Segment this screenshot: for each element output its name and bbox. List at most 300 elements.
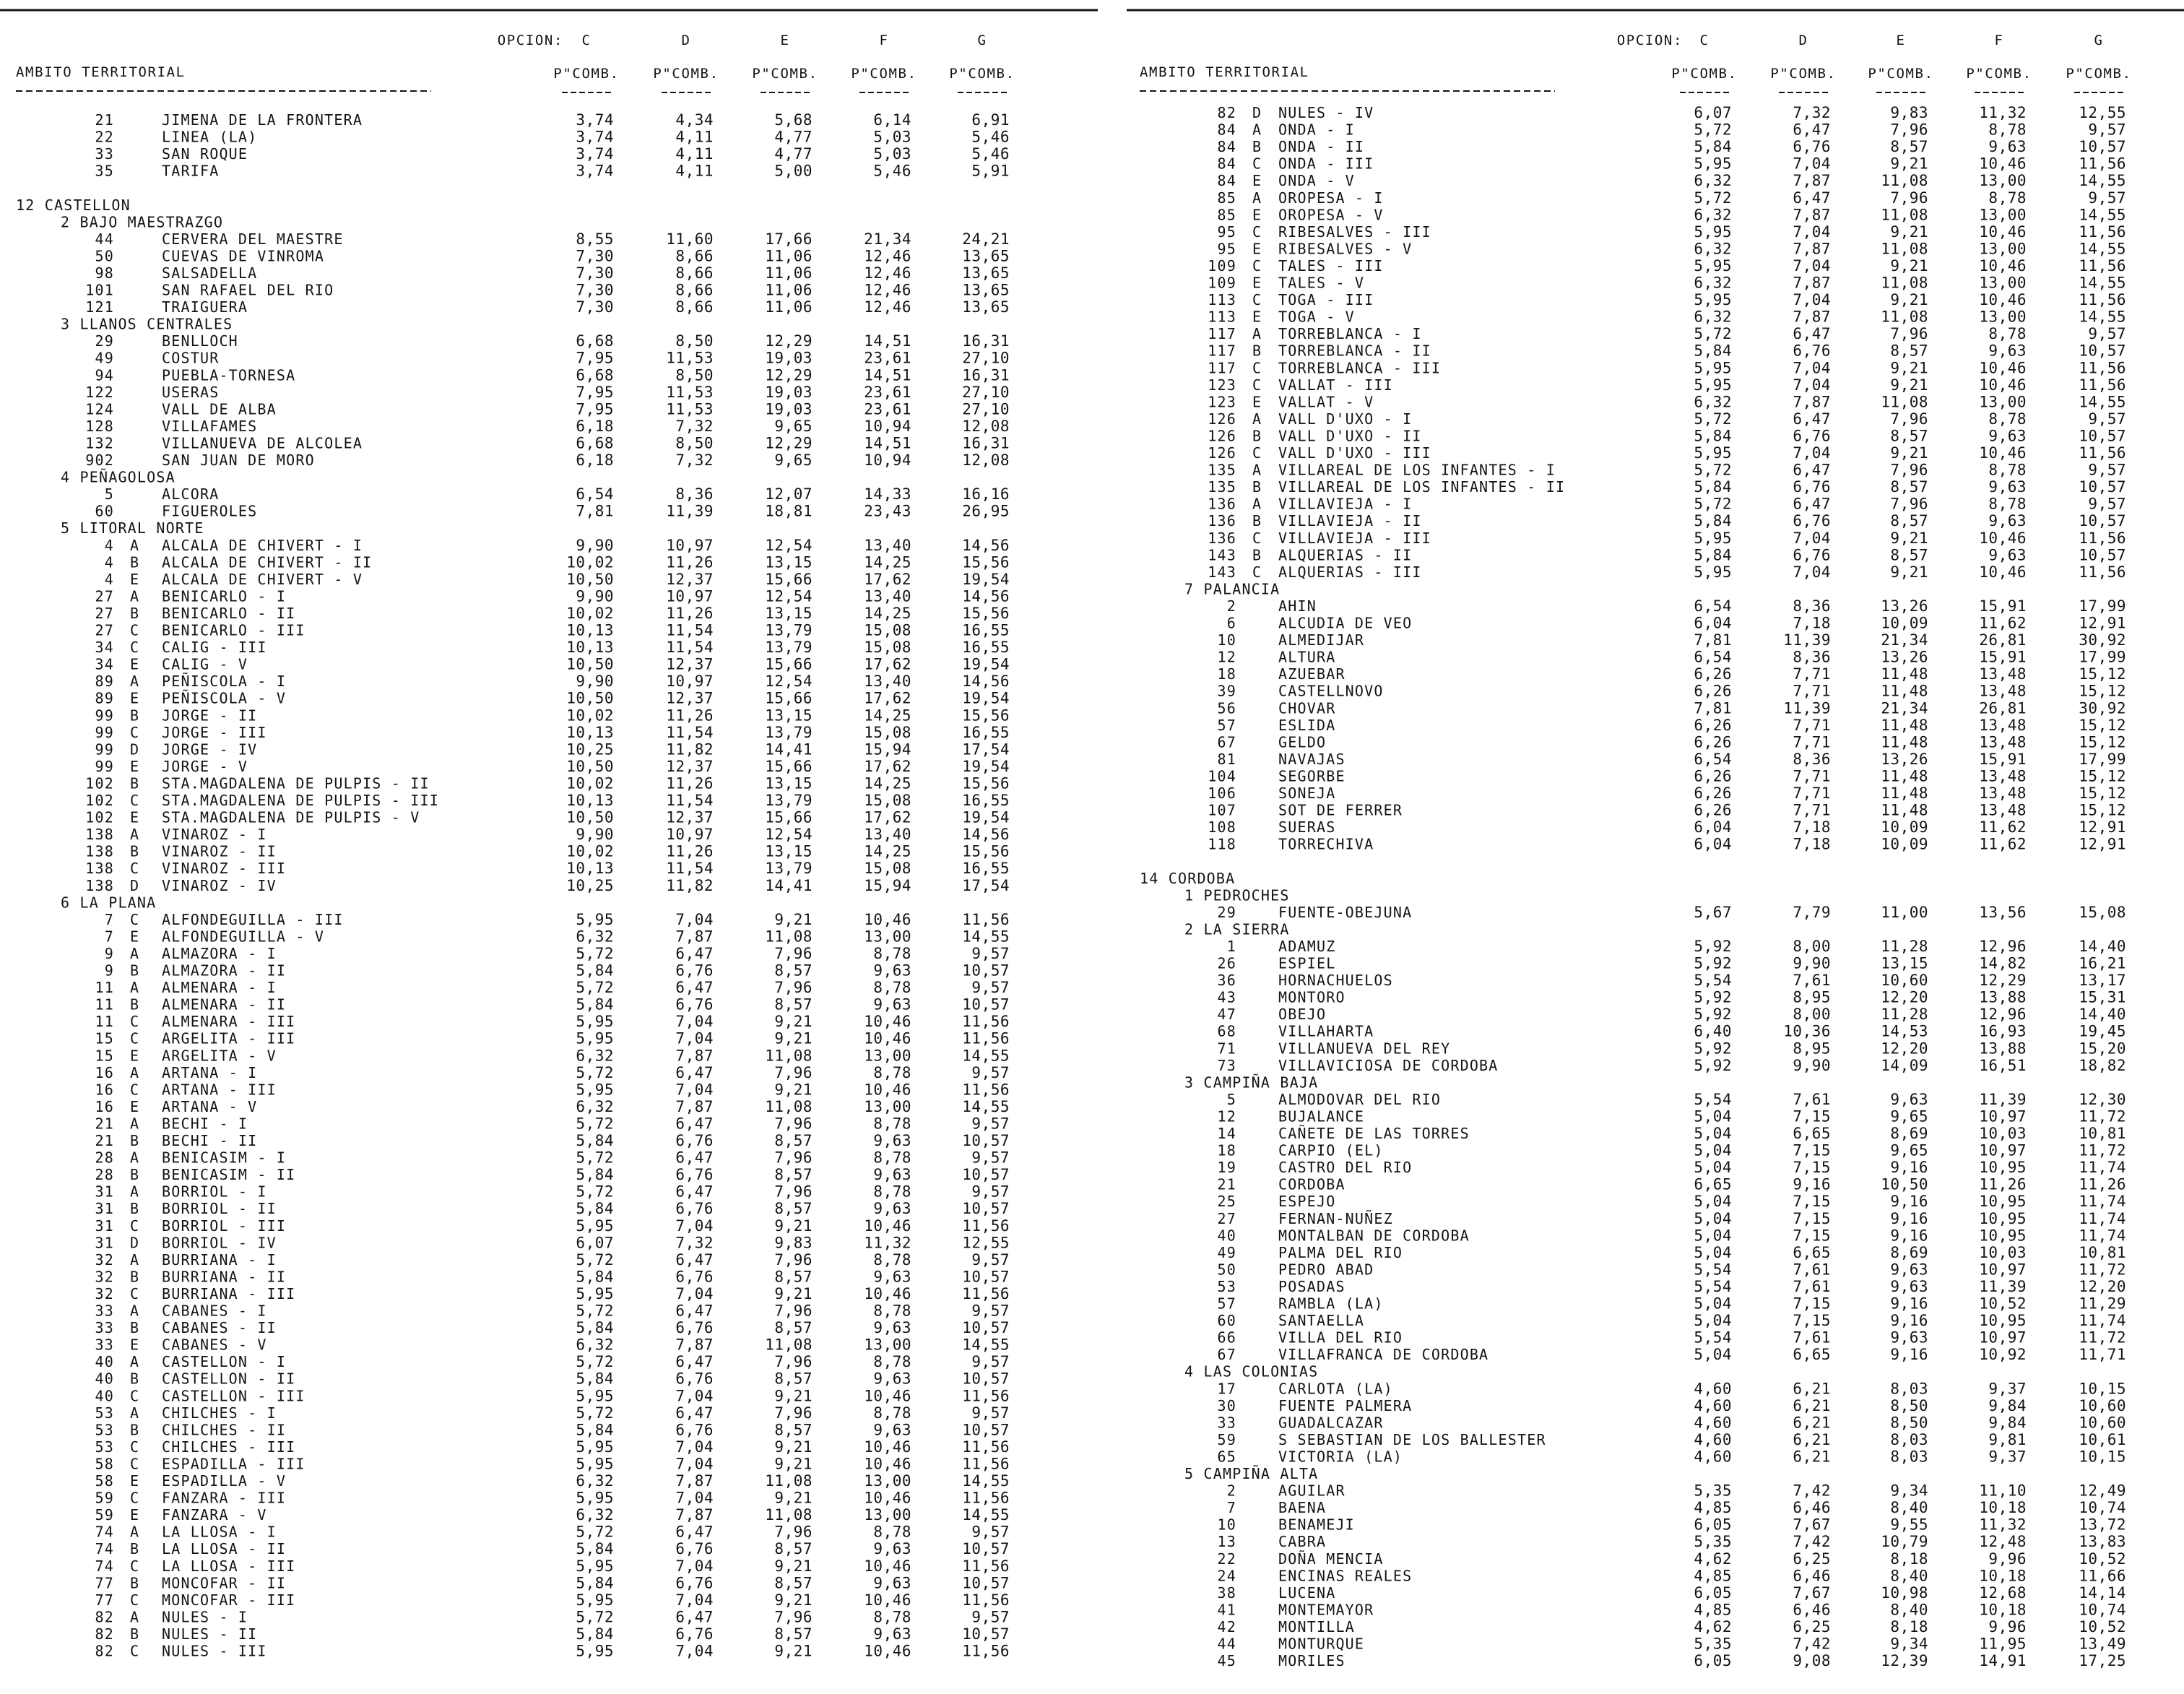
price-e: 9,34 bbox=[1890, 1635, 1928, 1653]
municipio-name: ALQUERIAS - III bbox=[1278, 563, 1422, 581]
zone-letter: C bbox=[130, 910, 140, 928]
column-letter-c: C bbox=[1699, 33, 1710, 48]
price-d: 6,21 bbox=[1793, 1414, 1831, 1432]
price-e: 12,29 bbox=[765, 366, 812, 384]
municipio-name: NULES - IV bbox=[1278, 104, 1374, 121]
price-c: 5,84 bbox=[1694, 342, 1732, 360]
price-d: 7,67 bbox=[1793, 1516, 1831, 1534]
municipio-code: 19 bbox=[1217, 1159, 1236, 1177]
price-g: 14,55 bbox=[2079, 393, 2126, 411]
municipio-name: BENICASIM - I bbox=[162, 1149, 287, 1167]
municipio-name: CHOVAR bbox=[1278, 699, 1336, 717]
price-f: 9,63 bbox=[1988, 512, 2027, 530]
price-c: 5,72 bbox=[1694, 495, 1732, 513]
price-g: 10,57 bbox=[2079, 546, 2126, 564]
zone-letter: A bbox=[1252, 189, 1262, 207]
price-c: 5,92 bbox=[1694, 988, 1732, 1006]
zone-letter: C bbox=[130, 1591, 140, 1609]
municipio-code: 42 bbox=[1217, 1617, 1236, 1635]
price-f: 21,34 bbox=[864, 230, 911, 248]
price-c: 7,95 bbox=[576, 400, 614, 418]
price-f: 8,78 bbox=[873, 979, 911, 997]
price-d: 11,53 bbox=[666, 349, 714, 367]
price-f: 13,40 bbox=[864, 536, 911, 554]
price-e: 8,57 bbox=[1890, 138, 1928, 156]
price-c: 5,84 bbox=[576, 995, 614, 1014]
price-d: 6,76 bbox=[675, 1200, 714, 1218]
price-c: 4,60 bbox=[1694, 1430, 1732, 1448]
price-f: 15,94 bbox=[864, 740, 911, 759]
price-c: 4,60 bbox=[1694, 1380, 1732, 1398]
municipio-name: NAVAJAS bbox=[1278, 750, 1346, 768]
price-g: 10,15 bbox=[2079, 1448, 2126, 1466]
price-g: 10,60 bbox=[2079, 1396, 2126, 1414]
price-e: 8,03 bbox=[1890, 1448, 1928, 1466]
price-g: 16,55 bbox=[962, 723, 1010, 741]
price-e: 9,21 bbox=[774, 1013, 812, 1031]
price-d: 6,76 bbox=[675, 961, 714, 980]
price-d: 11,26 bbox=[666, 604, 714, 622]
price-c: 6,26 bbox=[1694, 716, 1732, 734]
price-e: 11,48 bbox=[1881, 767, 1928, 785]
price-d: 8,00 bbox=[1793, 1006, 1831, 1024]
price-e: 9,21 bbox=[1890, 563, 1928, 581]
price-c: 5,95 bbox=[1694, 256, 1732, 275]
price-e: 13,79 bbox=[765, 639, 812, 657]
municipio-name: CHILCHES - II bbox=[162, 1421, 287, 1439]
price-f: 14,51 bbox=[864, 366, 911, 384]
price-f: 13,00 bbox=[1979, 393, 2027, 411]
price-g: 24,21 bbox=[962, 230, 1010, 248]
price-f: 11,39 bbox=[1979, 1090, 2027, 1108]
price-d: 7,04 bbox=[675, 1455, 714, 1473]
price-g: 12,20 bbox=[2079, 1277, 2126, 1295]
municipio-name: CALIG - V bbox=[162, 655, 248, 673]
price-e: 8,57 bbox=[774, 995, 812, 1014]
municipio-name: ALFONDEGUILLA - V bbox=[162, 928, 325, 946]
zone-letter: E bbox=[130, 655, 140, 673]
price-f: 9,84 bbox=[1988, 1414, 2027, 1432]
municipio-code: 44 bbox=[1217, 1635, 1236, 1653]
price-g: 13,65 bbox=[962, 281, 1010, 299]
municipio-code: 109 bbox=[1208, 274, 1236, 292]
price-c: 5,92 bbox=[1694, 1006, 1732, 1024]
municipio-code: 40 bbox=[95, 1387, 114, 1405]
municipio-code: 31 bbox=[95, 1200, 114, 1218]
price-g: 11,74 bbox=[2079, 1209, 2126, 1227]
comarca-heading: 7 PALANCIA bbox=[1184, 580, 1280, 598]
price-f: 10,46 bbox=[864, 1029, 911, 1047]
municipio-code: 35 bbox=[95, 162, 114, 180]
price-e: 9,16 bbox=[1890, 1312, 1928, 1330]
price-g: 17,99 bbox=[2079, 597, 2126, 615]
municipio-code: 57 bbox=[1217, 1295, 1236, 1313]
price-c: 5,95 bbox=[576, 1438, 614, 1456]
price-f: 16,93 bbox=[1979, 1022, 2027, 1040]
zone-letter: C bbox=[1252, 155, 1262, 173]
municipio-code: 68 bbox=[1217, 1022, 1236, 1040]
price-g: 11,56 bbox=[962, 1455, 1010, 1473]
price-f: 13,40 bbox=[864, 587, 911, 605]
column-header-f: P"COMB. bbox=[851, 66, 917, 82]
price-e: 11,28 bbox=[1881, 937, 1928, 955]
price-e: 9,16 bbox=[1890, 1193, 1928, 1211]
price-c: 5,95 bbox=[576, 1284, 614, 1302]
price-g: 10,57 bbox=[962, 1574, 1010, 1592]
municipio-name: PUEBLA-TORNESA bbox=[162, 366, 296, 384]
price-g: 15,56 bbox=[962, 706, 1010, 725]
column-letter-e: E bbox=[780, 33, 790, 48]
price-d: 8,00 bbox=[1793, 937, 1831, 955]
price-e: 9,21 bbox=[774, 1438, 812, 1456]
municipio-code: 9 bbox=[104, 944, 114, 962]
zone-letter: C bbox=[130, 723, 140, 741]
municipio-name: ALMEDIJAR bbox=[1278, 631, 1365, 649]
price-g: 17,25 bbox=[2079, 1652, 2126, 1670]
price-e: 8,57 bbox=[774, 1166, 812, 1184]
zone-letter: E bbox=[130, 570, 140, 588]
price-d: 7,87 bbox=[1793, 172, 1831, 190]
price-e: 9,65 bbox=[774, 417, 812, 435]
municipio-name: SOT DE FERRER bbox=[1278, 801, 1403, 819]
price-e: 8,57 bbox=[774, 1540, 812, 1558]
municipio-name: CAÑETE DE LAS TORRES bbox=[1278, 1125, 1470, 1142]
municipio-name: VILLA DEL RIO bbox=[1278, 1328, 1403, 1347]
municipio-code: 67 bbox=[1217, 1346, 1236, 1364]
municipio-name: SUERAS bbox=[1278, 818, 1336, 837]
price-g: 9,57 bbox=[971, 1404, 1010, 1422]
municipio-code: 2 bbox=[1226, 1482, 1236, 1500]
municipio-name: VILLANUEVA DEL REY bbox=[1278, 1040, 1451, 1058]
municipio-name: MONTILLA bbox=[1278, 1617, 1355, 1635]
price-e: 14,41 bbox=[765, 740, 812, 759]
municipio-name: BURRIANA - III bbox=[162, 1284, 296, 1302]
price-g: 9,57 bbox=[971, 1149, 1010, 1167]
price-c: 5,84 bbox=[576, 1540, 614, 1558]
municipio-code: 18 bbox=[1217, 665, 1236, 683]
price-f: 15,91 bbox=[1979, 750, 2027, 768]
zone-letter: A bbox=[1252, 461, 1262, 479]
municipio-name: PEÑISCOLA - I bbox=[162, 673, 287, 691]
price-g: 11,26 bbox=[2079, 1175, 2126, 1193]
municipio-name: BORRIOL - II bbox=[162, 1200, 277, 1218]
zone-letter: B bbox=[1252, 546, 1262, 564]
price-g: 10,57 bbox=[962, 1166, 1010, 1184]
price-e: 9,63 bbox=[1890, 1328, 1928, 1347]
municipio-code: 11 bbox=[95, 1013, 114, 1031]
price-d: 7,32 bbox=[1793, 104, 1831, 121]
price-d: 7,18 bbox=[1793, 835, 1831, 853]
price-g: 9,57 bbox=[971, 1063, 1010, 1081]
price-d: 7,42 bbox=[1793, 1482, 1831, 1500]
price-g: 16,55 bbox=[962, 621, 1010, 639]
price-f: 12,46 bbox=[864, 298, 911, 316]
municipio-name: CABANES - II bbox=[162, 1319, 277, 1337]
zone-letter: A bbox=[130, 1250, 140, 1269]
price-g: 10,60 bbox=[2079, 1414, 2126, 1432]
column-header-d: P"COMB. bbox=[1770, 66, 1837, 82]
price-e: 8,03 bbox=[1890, 1430, 1928, 1448]
price-d: 7,71 bbox=[1793, 767, 1831, 785]
price-c: 10,02 bbox=[566, 842, 614, 860]
zone-letter: B bbox=[130, 1132, 140, 1149]
price-g: 11,72 bbox=[2079, 1261, 2126, 1279]
price-c: 5,95 bbox=[1694, 376, 1732, 394]
price-c: 5,95 bbox=[576, 1029, 614, 1047]
price-e: 12,39 bbox=[1881, 1652, 1928, 1670]
price-f: 13,48 bbox=[1979, 682, 2027, 700]
municipio-code: 53 bbox=[95, 1421, 114, 1439]
price-g: 14,56 bbox=[962, 587, 1010, 605]
zone-letter: E bbox=[1252, 274, 1262, 292]
price-f: 13,40 bbox=[864, 673, 911, 691]
price-d: 7,42 bbox=[1793, 1635, 1831, 1653]
price-e: 11,48 bbox=[1881, 716, 1928, 734]
municipio-code: 13 bbox=[1217, 1533, 1236, 1551]
municipio-name: STA.MAGDALENA DE PULPIS - III bbox=[162, 792, 439, 809]
price-g: 10,81 bbox=[2079, 1243, 2126, 1261]
municipio-code: 65 bbox=[1217, 1448, 1236, 1466]
price-d: 11,60 bbox=[666, 230, 714, 248]
price-c: 5,72 bbox=[576, 1063, 614, 1081]
price-f: 9,63 bbox=[1988, 427, 2027, 445]
price-d: 6,76 bbox=[1793, 546, 1831, 564]
price-c: 10,02 bbox=[566, 604, 614, 622]
price-f: 15,91 bbox=[1979, 648, 2027, 666]
price-g: 11,56 bbox=[2079, 529, 2126, 547]
price-d: 6,76 bbox=[675, 1268, 714, 1286]
municipio-name: CABANES - I bbox=[162, 1302, 267, 1320]
municipio-name: GELDO bbox=[1278, 733, 1327, 751]
price-d: 10,97 bbox=[666, 673, 714, 691]
price-c: 6,68 bbox=[576, 366, 614, 384]
zone-letter: B bbox=[1252, 478, 1262, 496]
price-f: 12,96 bbox=[1979, 937, 2027, 955]
price-d: 6,76 bbox=[1793, 342, 1831, 360]
price-c: 5,95 bbox=[576, 1387, 614, 1405]
municipio-name: JORGE - II bbox=[162, 706, 258, 725]
price-c: 6,68 bbox=[576, 434, 614, 452]
municipio-code: 47 bbox=[1217, 1006, 1236, 1024]
price-g: 9,57 bbox=[971, 1115, 1010, 1133]
municipio-name: BENAMEJI bbox=[1278, 1516, 1355, 1534]
price-c: 5,84 bbox=[1694, 546, 1732, 564]
price-e: 7,96 bbox=[774, 1404, 812, 1422]
municipio-code: 40 bbox=[95, 1370, 114, 1388]
price-g: 5,91 bbox=[971, 162, 1010, 180]
price-e: 11,48 bbox=[1881, 682, 1928, 700]
municipio-code: 50 bbox=[1217, 1261, 1236, 1279]
price-g: 9,57 bbox=[2088, 121, 2126, 139]
price-e: 13,26 bbox=[1881, 597, 1928, 615]
price-e: 9,21 bbox=[774, 1557, 812, 1575]
price-e: 9,21 bbox=[774, 1591, 812, 1609]
price-g: 19,45 bbox=[2079, 1022, 2126, 1040]
price-f: 11,62 bbox=[1979, 818, 2027, 837]
price-e: 11,48 bbox=[1881, 785, 1928, 802]
price-f: 13,40 bbox=[864, 826, 911, 844]
price-g: 11,74 bbox=[2079, 1227, 2126, 1245]
price-e: 9,21 bbox=[774, 1642, 812, 1660]
municipio-name: VILLAVIEJA - III bbox=[1278, 529, 1431, 547]
municipio-name: STA.MAGDALENA DE PULPIS - V bbox=[162, 808, 420, 826]
price-f: 9,63 bbox=[873, 995, 911, 1014]
price-c: 7,30 bbox=[576, 281, 614, 299]
price-c: 6,07 bbox=[576, 1234, 614, 1252]
municipio-name: VILLAREAL DE LOS INFANTES - I bbox=[1278, 461, 1556, 479]
municipio-code: 21 bbox=[1217, 1175, 1236, 1193]
price-f: 9,81 bbox=[1988, 1430, 2027, 1448]
municipio-name: ESPADILLA - III bbox=[162, 1455, 306, 1473]
price-d: 7,04 bbox=[675, 1642, 714, 1660]
price-f: 13,00 bbox=[864, 928, 911, 946]
price-e: 9,65 bbox=[774, 451, 812, 469]
price-c: 5,67 bbox=[1694, 903, 1732, 921]
price-g: 5,46 bbox=[971, 128, 1010, 146]
price-g: 14,55 bbox=[2079, 274, 2126, 292]
municipio-code: 41 bbox=[1217, 1601, 1236, 1619]
municipio-code: 138 bbox=[85, 860, 114, 878]
price-c: 5,04 bbox=[1694, 1312, 1732, 1330]
price-f: 9,63 bbox=[1988, 342, 2027, 360]
price-e: 21,34 bbox=[1881, 699, 1928, 717]
municipio-name: USERAS bbox=[162, 383, 220, 401]
price-c: 5,04 bbox=[1694, 1107, 1732, 1125]
price-e: 9,16 bbox=[1890, 1209, 1928, 1227]
price-d: 11,53 bbox=[666, 383, 714, 401]
comarca-heading: 5 CAMPIÑA ALTA bbox=[1184, 1465, 1319, 1482]
municipio-name: MONTURQUE bbox=[1278, 1635, 1365, 1653]
price-c: 6,32 bbox=[1694, 393, 1732, 411]
price-g: 10,57 bbox=[962, 1319, 1010, 1337]
municipio-name: ONDA - I bbox=[1278, 121, 1355, 139]
price-c: 7,81 bbox=[1694, 631, 1732, 649]
price-c: 7,30 bbox=[576, 298, 614, 316]
price-c: 5,72 bbox=[576, 1115, 614, 1133]
price-c: 5,72 bbox=[576, 1523, 614, 1541]
price-d: 11,54 bbox=[666, 639, 714, 657]
price-f: 8,78 bbox=[1988, 189, 2027, 207]
price-d: 12,37 bbox=[666, 689, 714, 707]
price-e: 8,57 bbox=[1890, 427, 1928, 445]
price-f: 12,96 bbox=[1979, 1006, 2027, 1024]
price-d: 7,71 bbox=[1793, 801, 1831, 819]
municipio-name: ESPIEL bbox=[1278, 954, 1336, 972]
price-c: 9,90 bbox=[576, 826, 614, 844]
price-e: 11,08 bbox=[1881, 274, 1928, 292]
price-d: 7,87 bbox=[675, 1472, 714, 1490]
municipio-name: ESPEJO bbox=[1278, 1193, 1336, 1211]
price-g: 9,57 bbox=[971, 944, 1010, 962]
price-f: 26,81 bbox=[1979, 631, 2027, 649]
municipio-code: 138 bbox=[85, 876, 114, 894]
municipio-code: 5 bbox=[1226, 1090, 1236, 1108]
price-f: 10,03 bbox=[1979, 1125, 2027, 1142]
price-f: 10,46 bbox=[1979, 376, 2027, 394]
price-f: 17,62 bbox=[864, 757, 911, 775]
price-g: 14,56 bbox=[962, 673, 1010, 691]
municipio-name: BECHI - II bbox=[162, 1132, 258, 1149]
price-f: 14,33 bbox=[864, 485, 911, 504]
municipio-name: LINEA (LA) bbox=[162, 128, 258, 146]
price-d: 7,04 bbox=[1793, 291, 1831, 309]
price-c: 5,72 bbox=[1694, 461, 1732, 479]
price-e: 9,21 bbox=[774, 1284, 812, 1302]
price-c: 5,72 bbox=[576, 944, 614, 962]
price-g: 27,10 bbox=[962, 349, 1010, 367]
zone-letter: C bbox=[130, 1642, 140, 1660]
price-e: 8,50 bbox=[1890, 1396, 1928, 1414]
price-c: 5,72 bbox=[576, 1608, 614, 1626]
price-f: 23,61 bbox=[864, 400, 911, 418]
zone-letter: B bbox=[130, 1370, 140, 1388]
price-g: 11,56 bbox=[962, 1557, 1010, 1575]
zone-letter: A bbox=[1252, 121, 1262, 139]
price-e: 8,57 bbox=[774, 1132, 812, 1149]
municipio-code: 138 bbox=[85, 826, 114, 844]
municipio-name: CASTELLON - II bbox=[162, 1370, 296, 1388]
price-e: 11,48 bbox=[1881, 733, 1928, 751]
zone-letter: A bbox=[130, 1149, 140, 1167]
municipio-name: CHILCHES - I bbox=[162, 1404, 277, 1422]
price-c: 6,04 bbox=[1694, 835, 1732, 853]
price-e: 8,50 bbox=[1890, 1414, 1928, 1432]
price-d: 6,65 bbox=[1793, 1346, 1831, 1364]
price-d: 7,87 bbox=[675, 1336, 714, 1354]
price-d: 11,54 bbox=[666, 860, 714, 878]
municipio-name: CERVERA DEL MAESTRE bbox=[162, 230, 344, 248]
price-c: 5,95 bbox=[576, 910, 614, 928]
price-e: 7,96 bbox=[774, 1353, 812, 1371]
price-e: 9,21 bbox=[1890, 291, 1928, 309]
price-e: 11,08 bbox=[1881, 308, 1928, 326]
municipio-name: ARTANA - III bbox=[162, 1081, 277, 1099]
price-c: 4,62 bbox=[1694, 1550, 1732, 1568]
price-e: 13,26 bbox=[1881, 648, 1928, 666]
municipio-name: POSADAS bbox=[1278, 1277, 1346, 1295]
price-f: 9,63 bbox=[1988, 138, 2027, 156]
municipio-code: 18 bbox=[1217, 1141, 1236, 1159]
price-d: 8,66 bbox=[675, 264, 714, 282]
municipio-name: RIBESALVES - V bbox=[1278, 240, 1413, 258]
municipio-code: 38 bbox=[1217, 1583, 1236, 1602]
municipio-name: VILLANUEVA DE ALCOLEA bbox=[162, 434, 363, 452]
price-f: 13,00 bbox=[864, 1506, 911, 1524]
price-f: 13,00 bbox=[1979, 240, 2027, 258]
municipio-name: ALCUDIA DE VEO bbox=[1278, 614, 1413, 632]
price-f: 26,81 bbox=[1979, 699, 2027, 717]
price-d: 7,15 bbox=[1793, 1227, 1831, 1245]
municipio-code: 101 bbox=[85, 281, 114, 299]
municipio-code: 40 bbox=[1217, 1227, 1236, 1245]
price-f: 9,37 bbox=[1988, 1380, 2027, 1398]
price-f: 14,82 bbox=[1979, 954, 2027, 972]
price-d: 6,47 bbox=[675, 1523, 714, 1541]
price-c: 9,90 bbox=[576, 536, 614, 554]
municipio-name: CARPIO (EL) bbox=[1278, 1141, 1384, 1159]
price-e: 14,53 bbox=[1881, 1022, 1928, 1040]
price-e: 5,68 bbox=[774, 111, 812, 129]
municipio-code: 2 bbox=[1226, 597, 1236, 615]
municipio-code: 73 bbox=[1217, 1056, 1236, 1074]
municipio-name: JORGE - IV bbox=[162, 740, 258, 759]
price-e: 8,57 bbox=[774, 1574, 812, 1592]
price-e: 17,66 bbox=[765, 230, 812, 248]
price-f: 15,94 bbox=[864, 876, 911, 894]
price-d: 7,04 bbox=[1793, 529, 1831, 547]
municipio-name: ESLIDA bbox=[1278, 716, 1336, 734]
price-g: 15,12 bbox=[2079, 716, 2126, 734]
